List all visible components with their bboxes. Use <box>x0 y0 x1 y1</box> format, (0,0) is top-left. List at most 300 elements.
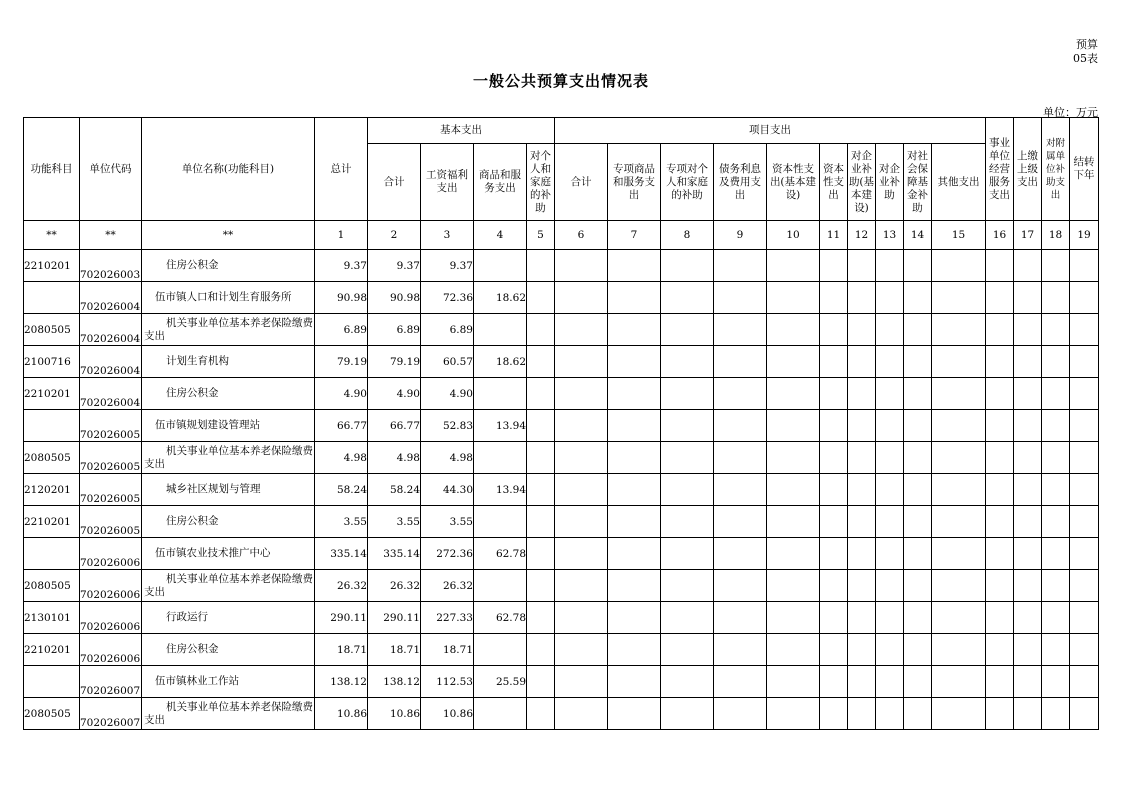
total-cell: 3.55 <box>315 506 368 538</box>
empty-cell <box>820 698 848 730</box>
empty-cell <box>986 602 1014 634</box>
unit-label: 单位：万元 <box>1043 106 1098 119</box>
empty-cell <box>876 410 904 442</box>
table-row <box>24 410 1099 442</box>
basic-total-cell: 9.37 <box>368 250 421 282</box>
goods-cell <box>474 506 527 538</box>
empty-cell <box>876 282 904 314</box>
unit-code-cell: 702026007 <box>80 666 142 698</box>
empty-cell <box>714 698 767 730</box>
empty-cell <box>848 314 876 346</box>
unit-code-cell: 702026005 <box>80 410 142 442</box>
empty-cell <box>876 506 904 538</box>
empty-cell <box>904 698 932 730</box>
empty-cell <box>527 282 555 314</box>
total-cell: 290.11 <box>315 602 368 634</box>
header-household-subsidy: 对个人和家庭的补助 <box>527 144 555 221</box>
empty-cell <box>1042 346 1070 378</box>
basic-total-cell: 6.89 <box>368 314 421 346</box>
empty-cell <box>555 410 608 442</box>
header-project-expenditure: 项目支出 <box>555 118 986 144</box>
table-row <box>24 666 1099 698</box>
table-body <box>24 250 1099 730</box>
table-row <box>24 698 1099 730</box>
wages-cell: 26.32 <box>421 570 474 602</box>
goods-cell: 18.62 <box>474 282 527 314</box>
wages-cell: 112.53 <box>421 666 474 698</box>
table-row <box>24 282 1099 314</box>
wages-cell: 18.71 <box>421 634 474 666</box>
empty-cell <box>1070 442 1099 474</box>
empty-cell <box>1014 602 1042 634</box>
unit-name-cell: 机关事业单位基本养老保险缴费支出 <box>142 570 315 602</box>
empty-cell <box>527 346 555 378</box>
empty-cell <box>661 346 714 378</box>
empty-cell <box>876 442 904 474</box>
unit-name-cell: 住房公积金 <box>142 250 315 282</box>
goods-cell: 18.62 <box>474 346 527 378</box>
empty-cell <box>986 538 1014 570</box>
empty-cell <box>527 538 555 570</box>
empty-cell <box>848 250 876 282</box>
column-number: 5 <box>527 221 555 250</box>
empty-cell <box>904 634 932 666</box>
empty-cell <box>876 570 904 602</box>
empty-cell <box>608 346 661 378</box>
total-cell: 335.14 <box>315 538 368 570</box>
empty-cell <box>1042 378 1070 410</box>
unit-code-cell: 702026006 <box>80 602 142 634</box>
empty-cell <box>527 634 555 666</box>
basic-total-cell: 58.24 <box>368 474 421 506</box>
empty-cell <box>714 666 767 698</box>
total-cell: 4.90 <box>315 378 368 410</box>
wages-cell: 10.86 <box>421 698 474 730</box>
empty-cell <box>527 442 555 474</box>
unit-name-cell: 住房公积金 <box>142 378 315 410</box>
unit-code-cell: 702026003 <box>80 250 142 282</box>
empty-cell <box>608 602 661 634</box>
empty-cell <box>714 474 767 506</box>
empty-cell <box>848 634 876 666</box>
empty-cell <box>932 634 986 666</box>
empty-cell <box>608 666 661 698</box>
empty-cell <box>608 570 661 602</box>
empty-cell <box>1014 570 1042 602</box>
empty-cell <box>932 250 986 282</box>
empty-cell <box>986 282 1014 314</box>
basic-total-cell: 3.55 <box>368 506 421 538</box>
column-number: 6 <box>555 221 608 250</box>
empty-cell <box>932 698 986 730</box>
basic-total-cell: 18.71 <box>368 634 421 666</box>
empty-cell <box>876 538 904 570</box>
table-row <box>24 346 1099 378</box>
empty-cell <box>1042 250 1070 282</box>
column-number: 12 <box>848 221 876 250</box>
empty-cell <box>1042 506 1070 538</box>
empty-cell <box>714 442 767 474</box>
header-goods-services: 商品和服务支出 <box>474 144 527 221</box>
header-enterprise-subsidy: 对企业补助 <box>876 144 904 221</box>
empty-cell <box>848 570 876 602</box>
func-subject-cell <box>24 666 80 698</box>
empty-cell <box>820 378 848 410</box>
empty-cell <box>555 378 608 410</box>
unit-name-cell: 伍市镇农业技术推广中心 <box>142 538 315 570</box>
total-cell: 4.98 <box>315 442 368 474</box>
unit-name-cell: 机关事业单位基本养老保险缴费支出 <box>142 698 315 730</box>
empty-cell <box>714 602 767 634</box>
func-subject-cell <box>24 282 80 314</box>
empty-cell <box>714 282 767 314</box>
empty-cell <box>661 666 714 698</box>
empty-cell <box>820 570 848 602</box>
empty-cell <box>608 442 661 474</box>
empty-cell <box>848 602 876 634</box>
total-cell: 138.12 <box>315 666 368 698</box>
empty-cell <box>876 346 904 378</box>
func-subject-cell: 2210201 <box>24 506 80 538</box>
unit-name-cell: 计划生育机构 <box>142 346 315 378</box>
empty-cell <box>555 570 608 602</box>
empty-cell <box>1014 410 1042 442</box>
table-row <box>24 506 1099 538</box>
total-cell: 90.98 <box>315 282 368 314</box>
wages-cell: 44.30 <box>421 474 474 506</box>
budget-table <box>23 117 1099 730</box>
basic-total-cell: 138.12 <box>368 666 421 698</box>
empty-cell <box>986 314 1014 346</box>
empty-cell <box>767 698 820 730</box>
table-row <box>24 634 1099 666</box>
empty-cell <box>1014 474 1042 506</box>
empty-cell <box>932 602 986 634</box>
func-subject-cell: 2120201 <box>24 474 80 506</box>
column-number: 13 <box>876 221 904 250</box>
func-subject-cell: 2100716 <box>24 346 80 378</box>
empty-cell <box>661 410 714 442</box>
empty-cell <box>608 314 661 346</box>
empty-cell <box>932 442 986 474</box>
wages-cell: 52.83 <box>421 410 474 442</box>
basic-total-cell: 90.98 <box>368 282 421 314</box>
empty-cell <box>1042 474 1070 506</box>
empty-cell <box>1070 666 1099 698</box>
empty-cell <box>820 474 848 506</box>
wages-cell: 72.36 <box>421 282 474 314</box>
func-subject-cell: 2130101 <box>24 602 80 634</box>
empty-cell <box>848 538 876 570</box>
basic-total-cell: 4.90 <box>368 378 421 410</box>
goods-cell <box>474 570 527 602</box>
empty-cell <box>1014 538 1042 570</box>
empty-cell <box>848 410 876 442</box>
empty-cell <box>848 698 876 730</box>
empty-cell <box>986 378 1014 410</box>
column-number: 19 <box>1070 221 1099 250</box>
empty-cell <box>767 538 820 570</box>
empty-cell <box>932 378 986 410</box>
header-carry-forward: 结转下年 <box>1070 118 1099 221</box>
empty-cell <box>555 346 608 378</box>
empty-cell <box>820 410 848 442</box>
empty-cell <box>848 506 876 538</box>
empty-cell <box>986 666 1014 698</box>
empty-cell <box>661 474 714 506</box>
unit-name-cell: 住房公积金 <box>142 506 315 538</box>
column-number: 3 <box>421 221 474 250</box>
empty-cell <box>608 474 661 506</box>
empty-cell <box>904 410 932 442</box>
column-number: 1 <box>315 221 368 250</box>
empty-cell <box>1070 378 1099 410</box>
empty-cell <box>820 506 848 538</box>
empty-cell <box>608 506 661 538</box>
func-subject-cell: 2080505 <box>24 570 80 602</box>
empty-cell <box>555 602 608 634</box>
empty-cell <box>608 698 661 730</box>
func-subject-cell: 2080505 <box>24 442 80 474</box>
empty-cell <box>986 250 1014 282</box>
empty-cell <box>661 282 714 314</box>
empty-cell <box>1014 378 1042 410</box>
empty-cell <box>527 314 555 346</box>
wages-cell: 4.90 <box>421 378 474 410</box>
empty-cell <box>767 506 820 538</box>
func-subject-cell <box>24 410 80 442</box>
func-subject-cell: 2210201 <box>24 250 80 282</box>
empty-cell <box>932 410 986 442</box>
empty-cell <box>661 442 714 474</box>
empty-cell <box>876 602 904 634</box>
unit-name-cell: 行政运行 <box>142 602 315 634</box>
empty-cell <box>904 474 932 506</box>
column-number: 18 <box>1042 221 1070 250</box>
column-number: 8 <box>661 221 714 250</box>
empty-cell <box>767 570 820 602</box>
total-cell: 26.32 <box>315 570 368 602</box>
empty-cell <box>1014 698 1042 730</box>
wages-cell: 60.57 <box>421 346 474 378</box>
column-number: 14 <box>904 221 932 250</box>
empty-cell <box>1042 666 1070 698</box>
table-row <box>24 602 1099 634</box>
wages-cell: 3.55 <box>421 506 474 538</box>
empty-cell <box>555 474 608 506</box>
unit-code-cell: 702026005 <box>80 474 142 506</box>
column-number: 2 <box>368 221 421 250</box>
basic-total-cell: 335.14 <box>368 538 421 570</box>
empty-cell <box>820 538 848 570</box>
basic-total-cell: 26.32 <box>368 570 421 602</box>
header-project-total: 合计 <box>555 144 608 221</box>
func-subject-cell: 2210201 <box>24 378 80 410</box>
basic-total-cell: 4.98 <box>368 442 421 474</box>
empty-cell <box>661 378 714 410</box>
empty-cell <box>1042 314 1070 346</box>
empty-cell <box>527 602 555 634</box>
empty-cell <box>986 410 1014 442</box>
empty-cell <box>1070 314 1099 346</box>
empty-cell <box>714 570 767 602</box>
goods-cell: 62.78 <box>474 538 527 570</box>
empty-cell <box>904 250 932 282</box>
column-number: 7 <box>608 221 661 250</box>
empty-cell <box>904 346 932 378</box>
empty-cell <box>767 474 820 506</box>
empty-cell <box>1042 602 1070 634</box>
empty-cell <box>1014 634 1042 666</box>
basic-total-cell: 290.11 <box>368 602 421 634</box>
empty-cell <box>848 346 876 378</box>
empty-cell <box>932 570 986 602</box>
header-special-household: 专项对个人和家庭的补助 <box>661 144 714 221</box>
empty-cell <box>932 314 986 346</box>
empty-cell <box>767 602 820 634</box>
total-cell: 18.71 <box>315 634 368 666</box>
total-cell: 9.37 <box>315 250 368 282</box>
unit-code-cell: 702026004 <box>80 314 142 346</box>
empty-cell <box>904 442 932 474</box>
empty-cell <box>714 378 767 410</box>
goods-cell <box>474 314 527 346</box>
empty-cell <box>848 378 876 410</box>
table-row <box>24 474 1099 506</box>
empty-cell <box>661 570 714 602</box>
column-number: 17 <box>1014 221 1042 250</box>
empty-cell <box>820 250 848 282</box>
empty-cell <box>1070 570 1099 602</box>
empty-cell <box>904 378 932 410</box>
empty-cell <box>714 506 767 538</box>
empty-cell <box>1042 634 1070 666</box>
empty-cell <box>527 506 555 538</box>
unit-name-cell: 机关事业单位基本养老保险缴费支出 <box>142 442 315 474</box>
header-enterprise-construction: 对企业补助(基本建设) <box>848 144 876 221</box>
empty-cell <box>1070 346 1099 378</box>
empty-cell <box>876 474 904 506</box>
empty-cell <box>848 282 876 314</box>
empty-cell <box>1042 410 1070 442</box>
empty-cell <box>986 474 1014 506</box>
header-unit-code: 单位代码 <box>80 118 142 221</box>
empty-cell <box>661 314 714 346</box>
unit-name-cell: 伍市镇人口和计划生育服务所 <box>142 282 315 314</box>
unit-name-cell: 伍市镇规划建设管理站 <box>142 410 315 442</box>
empty-cell <box>1070 698 1099 730</box>
func-subject-cell: 2080505 <box>24 698 80 730</box>
empty-cell <box>904 602 932 634</box>
column-number: 15 <box>932 221 986 250</box>
empty-cell <box>932 538 986 570</box>
empty-cell <box>714 250 767 282</box>
empty-cell <box>932 346 986 378</box>
column-number: 11 <box>820 221 848 250</box>
empty-cell <box>555 506 608 538</box>
total-cell: 66.77 <box>315 410 368 442</box>
empty-cell <box>527 666 555 698</box>
empty-cell <box>986 346 1014 378</box>
unit-name-cell: 城乡社区规划与管理 <box>142 474 315 506</box>
empty-cell <box>608 282 661 314</box>
empty-cell <box>555 282 608 314</box>
empty-cell <box>986 506 1014 538</box>
goods-cell <box>474 698 527 730</box>
star-marker: ** <box>142 221 315 250</box>
goods-cell <box>474 442 527 474</box>
empty-cell <box>820 346 848 378</box>
goods-cell: 62.78 <box>474 602 527 634</box>
table-row <box>24 250 1099 282</box>
report-tag-line1: 预算 <box>1076 38 1098 51</box>
empty-cell <box>986 570 1014 602</box>
empty-cell <box>1014 314 1042 346</box>
empty-cell <box>1042 698 1070 730</box>
column-number: 10 <box>767 221 820 250</box>
func-subject-cell <box>24 538 80 570</box>
empty-cell <box>876 250 904 282</box>
empty-cell <box>661 602 714 634</box>
empty-cell <box>986 634 1014 666</box>
empty-cell <box>904 570 932 602</box>
empty-cell <box>767 282 820 314</box>
basic-total-cell: 79.19 <box>368 346 421 378</box>
unit-code-cell: 702026006 <box>80 538 142 570</box>
table-row <box>24 442 1099 474</box>
header-business-operation: 事业单位经营服务支出 <box>986 118 1014 221</box>
wages-cell: 4.98 <box>421 442 474 474</box>
goods-cell: 25.59 <box>474 666 527 698</box>
empty-cell <box>714 634 767 666</box>
header-other: 其他支出 <box>932 144 986 221</box>
empty-cell <box>661 698 714 730</box>
table-row <box>24 314 1099 346</box>
empty-cell <box>661 250 714 282</box>
wages-cell: 6.89 <box>421 314 474 346</box>
header-social-security: 对社会保障基金补助 <box>904 144 932 221</box>
empty-cell <box>904 282 932 314</box>
empty-cell <box>820 282 848 314</box>
empty-cell <box>661 538 714 570</box>
report-tag-line2: 05表 <box>1073 52 1098 65</box>
empty-cell <box>555 314 608 346</box>
unit-name-cell: 住房公积金 <box>142 634 315 666</box>
header-basic-expenditure: 基本支出 <box>368 118 555 144</box>
table-row <box>24 538 1099 570</box>
header-capital-construction: 资本性支出(基本建设) <box>767 144 820 221</box>
empty-cell <box>904 506 932 538</box>
empty-cell <box>820 666 848 698</box>
empty-cell <box>932 474 986 506</box>
empty-cell <box>1014 666 1042 698</box>
empty-cell <box>986 698 1014 730</box>
empty-cell <box>1070 634 1099 666</box>
unit-code-cell: 702026005 <box>80 506 142 538</box>
page-title: 一般公共预算支出情况表 <box>472 72 649 90</box>
unit-code-cell: 702026006 <box>80 634 142 666</box>
header-debt-interest: 债务利息及费用支出 <box>714 144 767 221</box>
empty-cell <box>527 474 555 506</box>
empty-cell <box>1042 570 1070 602</box>
unit-name-cell: 机关事业单位基本养老保险缴费支出 <box>142 314 315 346</box>
report-tag <box>1073 38 1098 66</box>
empty-cell <box>555 442 608 474</box>
header-func-subject: 功能科目 <box>24 118 80 221</box>
empty-cell <box>932 666 986 698</box>
goods-cell <box>474 378 527 410</box>
goods-cell <box>474 250 527 282</box>
